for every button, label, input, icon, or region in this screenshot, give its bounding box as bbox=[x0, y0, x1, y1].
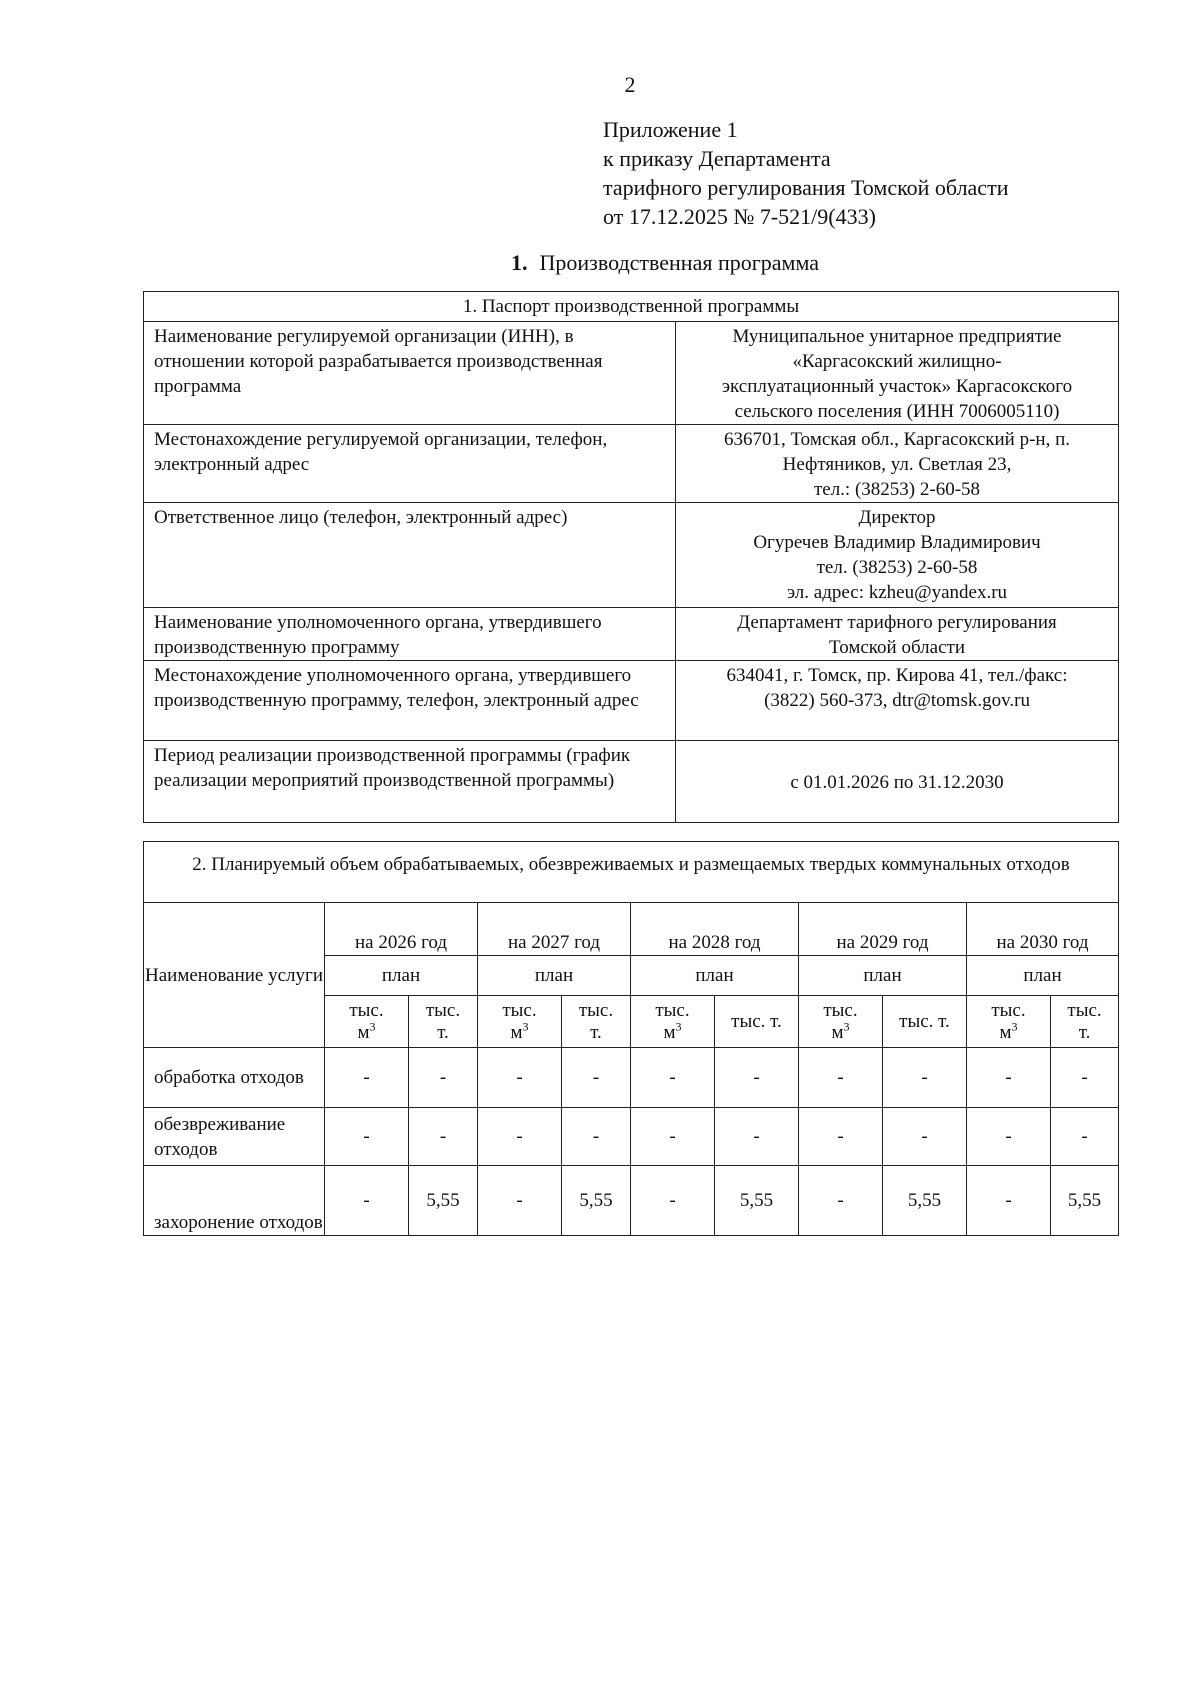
value-cell: - bbox=[478, 1108, 562, 1166]
value-cell: - bbox=[409, 1048, 478, 1108]
value-cell: 5,55 bbox=[409, 1166, 478, 1236]
value-cell: - bbox=[409, 1108, 478, 1166]
value-cell: - bbox=[325, 1048, 409, 1108]
unit-m3-exp: 3 bbox=[843, 1019, 850, 1034]
year-header: на 2026 год bbox=[325, 903, 478, 956]
value-cell: - bbox=[1051, 1108, 1119, 1166]
passport-value bbox=[676, 741, 1119, 823]
volume-title: 2. Планируемый объем обрабатываемых, обезвреживаемых и размещаемых твердых коммунальных отходов bbox=[144, 842, 1119, 903]
passport-header: 1. Паспорт производственной программы bbox=[144, 292, 1119, 322]
unit-m3-prefix: тыс. bbox=[502, 999, 537, 1021]
unit-m3-symbol bbox=[631, 1019, 714, 1044]
unit-m3-symbol bbox=[799, 1019, 882, 1044]
unit-m3-exp: 3 bbox=[1011, 1019, 1018, 1034]
table-row bbox=[144, 1108, 1119, 1166]
unit-t bbox=[409, 996, 478, 1048]
plan-label: план bbox=[967, 956, 1119, 996]
value-line: (3822) 560-373, dtr@tomsk.gov.ru bbox=[764, 690, 1030, 711]
passport-label: Наименование уполномоченного органа, утвердившего производственную программу bbox=[144, 608, 676, 661]
passport-value bbox=[676, 425, 1119, 503]
page-number: 2 bbox=[624, 72, 636, 97]
value-line: Нефтяников, ул. Светлая 23, bbox=[782, 454, 1012, 475]
years-row bbox=[144, 903, 1119, 956]
unit-t-suffix: т. bbox=[437, 1021, 449, 1043]
value-cell: - bbox=[967, 1108, 1051, 1166]
unit-m3-exp: 3 bbox=[675, 1019, 682, 1034]
table-row bbox=[144, 608, 1119, 661]
value-cell: - bbox=[715, 1108, 799, 1166]
appendix-line: Приложение 1 bbox=[603, 117, 738, 142]
unit-m3-symbol bbox=[967, 1019, 1050, 1044]
unit-m3 bbox=[631, 996, 715, 1048]
table-row bbox=[144, 322, 1119, 425]
year-header: на 2029 год bbox=[799, 903, 967, 956]
service-header: Наименование услуги bbox=[144, 903, 325, 1048]
value-line: эл. адрес: kzheu@yandex.ru bbox=[786, 582, 1008, 603]
unit-t-suffix: т. bbox=[590, 1021, 602, 1043]
unit-m3-symbol bbox=[325, 1019, 408, 1044]
passport-label: Местонахождение уполномоченного органа, утвердившего производственную программу, телефон, электронный адрес bbox=[144, 661, 676, 741]
value-cell: - bbox=[631, 1048, 715, 1108]
value-cell: - bbox=[478, 1048, 562, 1108]
service-name: обработка отходов bbox=[144, 1048, 325, 1108]
passport-label: Местонахождение регулируемой организации, телефон, электронный адрес bbox=[144, 425, 676, 503]
value-cell: - bbox=[799, 1048, 883, 1108]
unit-m3-prefix: тыс. bbox=[655, 999, 690, 1021]
value-cell: - bbox=[562, 1048, 631, 1108]
section-number: 1. bbox=[510, 250, 528, 275]
value-cell: 5,55 bbox=[562, 1166, 631, 1236]
appendix-block bbox=[603, 115, 1008, 231]
unit-t: тыс. т. bbox=[883, 996, 967, 1048]
value-cell: - bbox=[799, 1108, 883, 1166]
appendix-line: к приказу Департамента bbox=[603, 146, 831, 171]
table-row bbox=[144, 1166, 1119, 1236]
unit-m3-base: м bbox=[510, 1021, 523, 1043]
value-cell: 5,55 bbox=[1051, 1166, 1119, 1236]
value-line: Томской области bbox=[829, 637, 965, 658]
unit-m3 bbox=[325, 996, 409, 1048]
value-line: 636701, Томская обл., Каргасокский р-н, п. bbox=[724, 429, 1070, 450]
value-cell: - bbox=[325, 1166, 409, 1236]
unit-m3-exp: 3 bbox=[369, 1019, 376, 1034]
volume-table bbox=[143, 841, 1119, 1236]
section-title bbox=[0, 250, 1200, 276]
unit-m3-symbol bbox=[478, 1019, 561, 1044]
table-row bbox=[144, 425, 1119, 503]
unit-m3 bbox=[478, 996, 562, 1048]
passport-label: Период реализации производственной программы (график реализации мероприятий производственной программы) bbox=[144, 741, 676, 823]
value-cell: - bbox=[562, 1108, 631, 1166]
unit-t bbox=[1051, 996, 1119, 1048]
table-row bbox=[144, 741, 1119, 823]
passport-value bbox=[676, 661, 1119, 741]
value-line: 634041, г. Томск, пр. Кирова 41, тел./факс: bbox=[726, 665, 1068, 686]
value-line: Департамент тарифного регулирования bbox=[737, 612, 1057, 633]
passport-value bbox=[676, 503, 1119, 608]
value-cell: - bbox=[325, 1108, 409, 1166]
value-line: тел. (38253) 2-60-58 bbox=[816, 557, 978, 578]
value-cell: - bbox=[883, 1048, 967, 1108]
value-cell: - bbox=[883, 1108, 967, 1166]
unit-m3-base: м bbox=[999, 1021, 1012, 1043]
plan-label: план bbox=[478, 956, 631, 996]
value-line: Муниципальное унитарное предприятие bbox=[732, 326, 1062, 347]
unit-t-suffix: т. bbox=[1078, 1021, 1091, 1043]
value-cell: - bbox=[631, 1108, 715, 1166]
service-name: захоронение отходов bbox=[144, 1166, 325, 1236]
unit-m3-prefix: тыс. bbox=[349, 999, 384, 1021]
value-cell: - bbox=[967, 1166, 1051, 1236]
passport-table bbox=[143, 291, 1119, 823]
passport-value bbox=[676, 322, 1119, 425]
value-cell: - bbox=[799, 1166, 883, 1236]
value-cell: - bbox=[715, 1048, 799, 1108]
value-line: Огуречев Владимир Владимирович bbox=[753, 532, 1041, 553]
value-cell: - bbox=[967, 1048, 1051, 1108]
passport-label: Наименование регулируемой организации (ИНН), в отношении которой разрабатывается производственная программа bbox=[144, 322, 676, 425]
value-line: сельского поселения (ИНН 7006005110) bbox=[734, 401, 1060, 422]
plan-label: план bbox=[631, 956, 799, 996]
unit-m3-base: м bbox=[663, 1021, 676, 1043]
year-header: на 2030 год bbox=[967, 903, 1119, 956]
appendix-line: от 17.12.2025 № 7-521/9(433) bbox=[603, 204, 876, 229]
value-cell: - bbox=[631, 1166, 715, 1236]
value-cell: - bbox=[478, 1166, 562, 1236]
passport-value bbox=[676, 608, 1119, 661]
table-row bbox=[144, 1048, 1119, 1108]
table-row bbox=[144, 661, 1119, 741]
unit-m3 bbox=[799, 996, 883, 1048]
plan-label: план bbox=[325, 956, 478, 996]
service-name: обезвреживание отходов bbox=[144, 1108, 325, 1166]
unit-t-prefix: тыс. bbox=[1067, 999, 1102, 1021]
unit-t-prefix: тыс. bbox=[425, 999, 461, 1021]
year-header: на 2027 год bbox=[478, 903, 631, 956]
table-row bbox=[144, 503, 1119, 608]
passport-label: Ответственное лицо (телефон, электронный адрес) bbox=[144, 503, 676, 608]
unit-m3-prefix: тыс. bbox=[991, 999, 1026, 1021]
unit-m3-prefix: тыс. bbox=[823, 999, 858, 1021]
unit-m3-base: м bbox=[357, 1021, 370, 1043]
passport-header-row bbox=[144, 292, 1119, 322]
volume-title-row bbox=[144, 842, 1119, 903]
unit-t: тыс. т. bbox=[715, 996, 799, 1048]
value-line: эксплуатационный участок» Каргасокского bbox=[721, 376, 1073, 397]
section-title-text: Производственная программа bbox=[539, 250, 819, 275]
value-cell: 5,55 bbox=[715, 1166, 799, 1236]
value-cell: - bbox=[1051, 1048, 1119, 1108]
unit-m3 bbox=[967, 996, 1051, 1048]
appendix-line: тарифного регулирования Томской области bbox=[603, 175, 1009, 200]
year-header: на 2028 год bbox=[631, 903, 799, 956]
value-cell: 5,55 bbox=[883, 1166, 967, 1236]
plan-label: план bbox=[799, 956, 967, 996]
value-line: «Каргасокский жилищно- bbox=[792, 351, 1002, 372]
unit-t bbox=[562, 996, 631, 1048]
value-line: тел.: (38253) 2-60-58 bbox=[813, 479, 981, 500]
unit-m3-exp: 3 bbox=[522, 1019, 529, 1034]
unit-m3-base: м bbox=[831, 1021, 844, 1043]
value-line: Директор bbox=[858, 507, 936, 528]
value-line: с 01.01.2026 по 31.12.2030 bbox=[790, 772, 1004, 793]
unit-t-prefix: тыс. bbox=[578, 999, 614, 1021]
